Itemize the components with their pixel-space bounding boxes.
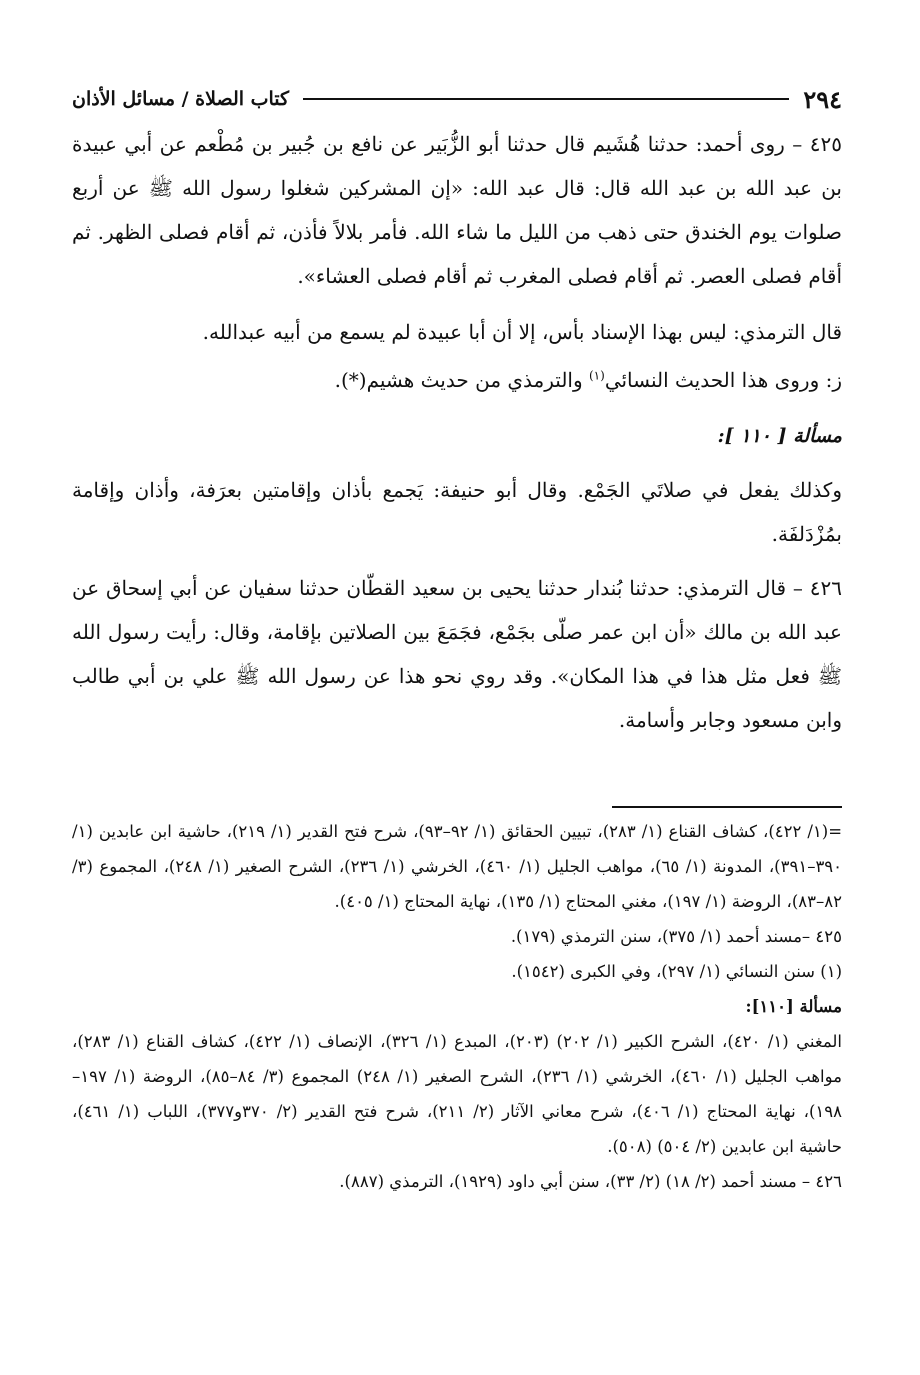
hadith-425-paragraph: ٤٢٥ – روى أحمد: حدثنا هُشَيم قال حدثنا أبو الزُّبَير عن نافع بن جُبير بن مُطْعم عن أبي عبيدة بن عبد الله بن عبد الله قال: قال عبد الله: «إن المشركين شغلوا رسول الله ﷺ عن أربع صلوات يوم الخندق حتى ذهب من الليل ما شاء الله. فأمر بلالاً فأذن، ثم أقام فصلى الظهر. ثم أقام فصلى العصر. ثم أقام فصلى المغرب ثم أقام فصلى العشاء». — [72, 132, 842, 288]
hadith-426-paragraph: ٤٢٦ – قال الترمذي: حدثنا بُندار حدثنا يحيى بن سعيد القطّان حدثنا سفيان عن أبي إسحاق عن عبد الله بن مالك «أن ابن عمر صلّى بجَمْع، فجَمَعَ بين الصلاتين بإقامة، وقال: رأيت رسول الله ﷺ فعل مثل هذا في هذا المكان». وقد روي نحو هذا عن رسول الله ﷺ علي بن أبي طالب وابن مسعود وجابر وأسامة. — [72, 576, 842, 732]
z-note — [72, 358, 842, 402]
footnote-continuation: =(١/ ٤٢٢)، كشاف القناع (١/ ٢٨٣)، تبيين الحقائق (١/ ٩٢–٩٣)، شرح فتح القدير (١/ ٢١٩)، حاشية ابن عابدين (١/ ٣٩٠–٣٩١)، المدونة (١/ ٦٥)، مواهب الجليل (١/ ٤٦٠)، الخرشي (١/ ٢٣٦)، الشرح الصغير (١/ ٢٤٨)، المجموع (٣/ ٨٢–٨٣)، الروضة (١/ ١٩٧)، مغني المحتاج (١/ ١٣٥)، نهاية المحتاج (١/ ٤٠٥). — [72, 822, 843, 911]
page-header — [72, 82, 842, 116]
footnote-ref-1[interactable]: (١) — [588, 368, 605, 383]
footnote-425: ٤٢٥ –مسند أحمد (١/ ٣٧٥)، سنن الترمذي (١٧٩). — [510, 927, 842, 946]
masala-heading: مسألة [ ١١٠ ]: — [717, 425, 842, 447]
footnote-426: ٤٢٦ – مسند أحمد (٢/ ١٨) (٢/ ٣٣)، سنن أبي داود (١٩٢٩)، الترمذي (٨٨٧). — [339, 1172, 842, 1191]
z-note-text-end: والترمذي من حديث هشيم(*). — [334, 368, 589, 392]
footnotes — [72, 814, 842, 1199]
footnote-masala-heading: مسألة [١١٠]: — [745, 997, 842, 1016]
tirmidhi-note: قال الترمذي: ليس بهذا الإسناد بأس، إلا أن أبا عبيدة لم يسمع من أبيه عبدالله. — [202, 320, 842, 344]
footnote-1: (١) سنن النسائي (١/ ٢٩٧)، وفي الكبرى (١٥٤٢). — [511, 962, 842, 981]
main-text — [72, 122, 842, 742]
masala-paragraph: وكذلك يفعل في صلاتَي الجَمْع. وقال أبو حنيفة: يَجمع بأذان وإقامتين بعرَفة، وأذان وإقامة بمُزْدَلفَة. — [72, 478, 842, 546]
z-note-text: ز: وروى هذا الحديث النسائي — [604, 368, 842, 392]
running-title: كتاب الصلاة / مسائل الأذان — [72, 88, 290, 110]
footnote-masala-text: المغني (١/ ٤٢٠)، الشرح الكبير (١/ ٢٠٢) (٢٠٣)، المبدع (١/ ٣٢٦)، الإنصاف (١/ ٤٢٢)، كشاف القناع (١/ ٢٨٣)، مواهب الجليل (١/ ٤٦٠)، الخرشي (١/ ٢٣٦)، الشرح الصغير (١/ ٢٤٨) المجموع (٣/ ٨٤–٨٥)، الروضة (١/ ١٩٧–١٩٨)، نهاية المحتاج (١/ ٤٠٦)، شرح معاني الآثار (٢/ ٢١١)، شرح فتح القدير (٢/ ٣٧٠و٣٧٧)، اللباب (١/ ٤٦١)، حاشية ابن عابدين (٢/ ٥٠٤) (٥٠٨). — [72, 1032, 843, 1156]
page-number: ٢٩٤ — [803, 84, 842, 114]
footnote-separator — [612, 806, 842, 808]
header-rule — [303, 98, 789, 100]
